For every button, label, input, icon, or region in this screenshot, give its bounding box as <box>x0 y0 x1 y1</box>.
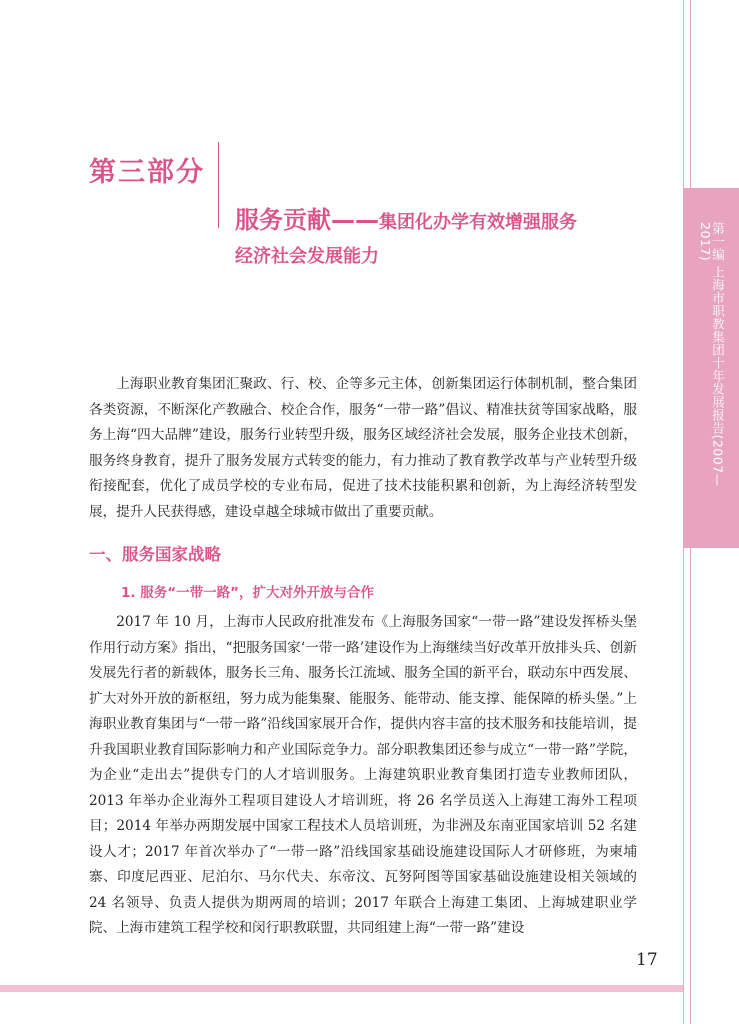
side-decorative-rule <box>683 0 684 188</box>
part-label: 第三部分 <box>89 157 205 188</box>
side-decorative-rule <box>683 548 684 1024</box>
page-number: 17 <box>636 950 658 970</box>
section-heading: 一、服务国家战略 <box>89 545 221 564</box>
side-decorative-rule <box>690 548 691 1024</box>
part-title <box>235 198 655 268</box>
footer-decorative-bar <box>0 985 683 992</box>
part-title-main: 服务贡献 <box>235 206 331 234</box>
intro-paragraph: 上海职业教育集团汇聚政、行、校、企等多元主体，创新集团运行体制机制，整合集团各类资源，不断深化产教融合、校企合作，服务“一带一路”倡议、精准扶贫等国家战略，服务上海“四大品牌”建设，服务行业转型升级，服务区域经济社会发展，服务企业技术创新，服务终身教育，提升了服务发展方式转变的能力，有力推动了教育教学改革与产业转型升级衔接配套，优化了成员学校的专业布局，促进了技术技能积累和创新，为上海经济转型发展，提升人民获得感，建设卓越全球城市做出了重要贡献。 <box>89 376 637 520</box>
part-title-sub: 集团化办学有效增强服务 <box>379 212 577 233</box>
side-tab <box>683 222 739 522</box>
body-paragraph: 2017 年 10 月，上海市人民政府批准发布《上海服务国家“一带一路”建设发挥桥头堡作用行动方案》指出，“把服务国家‘一带一路’建设作为上海继续当好改革开放排头兵、创新发展先行者的新载体，服务长三角、服务长江流域、服务全国的新平台，联动东中西发展、扩大对外开放的新枢纽，努力成为能集聚、能服务、能带动、能支撑、能保障的桥头堡。”上海职业教育集团与“一带一路”沿线国家展开合作，提供内容丰富的技术服务和技能培训，提升我国职业教育国际影响力和产业国际竞争力。部分职教集团还参与成立“一带一路”学院，为企业“走出去”提供专门的人才培训服务。上海建筑职业教育集团打造专业教师团队，2013 年举办企业海外工程项目建设人才培训班，将 26 名学员送入上海建工海外工程项目；2014 年举办两期发展中国家工程技术人员培训班，为非洲及东南亚国家培训 52 名建设人才；2017 年首次举办了“一带一路”沿线国家基础设施建设国际人才研修班，为柬埔寨、印度尼西亚、尼泊尔、马尔代夫、东帝汶、瓦努阿图等国家基础设施建设相关领域的 24 名领导、负责人提供为期两周的培训；2017 年联合上海建工集团、上海城建职业学院、上海市建筑工程学校和闵行职教联盟，共同组建上海“一带一路”建设 <box>89 614 637 936</box>
side-decorative-rule <box>690 0 691 188</box>
side-tab-label: 第一编 上海市职教集团十年发展报告(2007—2017) <box>698 222 726 487</box>
section-subheading: 1. 服务“一带一路”，扩大对外开放与合作 <box>121 585 374 601</box>
part-title-dash: —— <box>331 206 379 234</box>
part-title-sub-line2: 经济社会发展能力 <box>235 246 379 267</box>
title-divider <box>218 142 219 228</box>
